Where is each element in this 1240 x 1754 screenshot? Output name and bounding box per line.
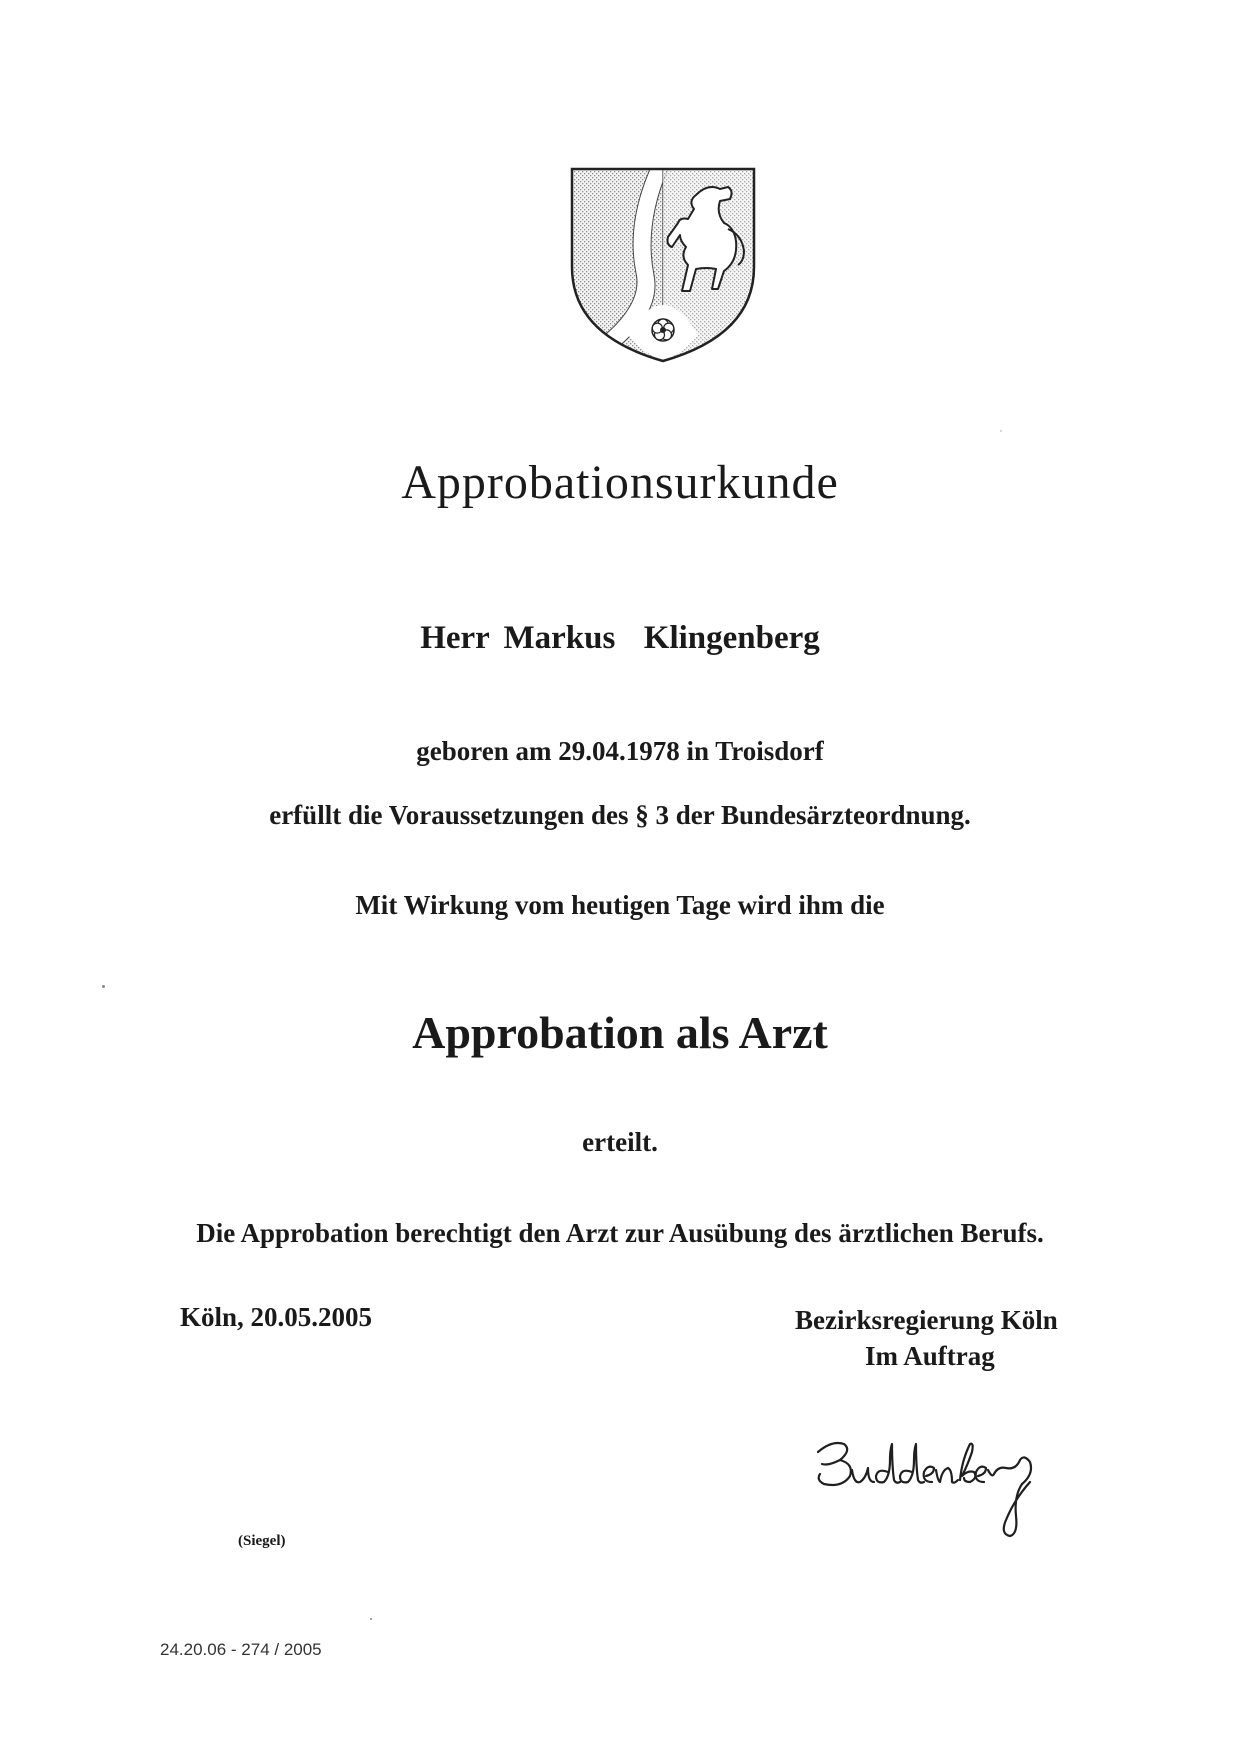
seal-placeholder: (Siegel) [238,1533,286,1549]
entitlement-statement: Die Approbation berechtigt den Arzt zur Ausübung des ärztlichen Berufs. [196,1218,1044,1248]
authority-name: Bezirksregierung Köln [795,1305,1058,1335]
coat-of-arms-icon [568,165,758,365]
lippe-rose [652,319,674,341]
requirements-statement: erfüllt die Voraussetzungen des § 3 der Bundesärzteordnung. [269,800,971,830]
approval-title: Approbation als Arzt [412,1007,828,1058]
scan-speck [102,985,105,988]
place-and-date: Köln, 20.05.2005 [180,1302,373,1332]
issuing-authority [770,1305,1170,1372]
document-title: Approbationsurkunde [401,456,839,509]
granted-statement: erteilt. [582,1127,658,1157]
authority-mandate: Im Auftrag [865,1341,995,1371]
file-reference-number: 24.20.06 - 274 / 2005 [160,1640,322,1659]
scan-speck [1000,430,1002,432]
recipient-name: Herr Markus Klingenberg [420,620,820,656]
birth-details: geboren am 29.04.1978 in Troisdorf [416,736,824,766]
scan-speck [370,1618,372,1620]
effect-statement: Mit Wirkung vom heutigen Tage wird ihm die [355,890,885,920]
handwritten-signature [810,1430,1070,1550]
